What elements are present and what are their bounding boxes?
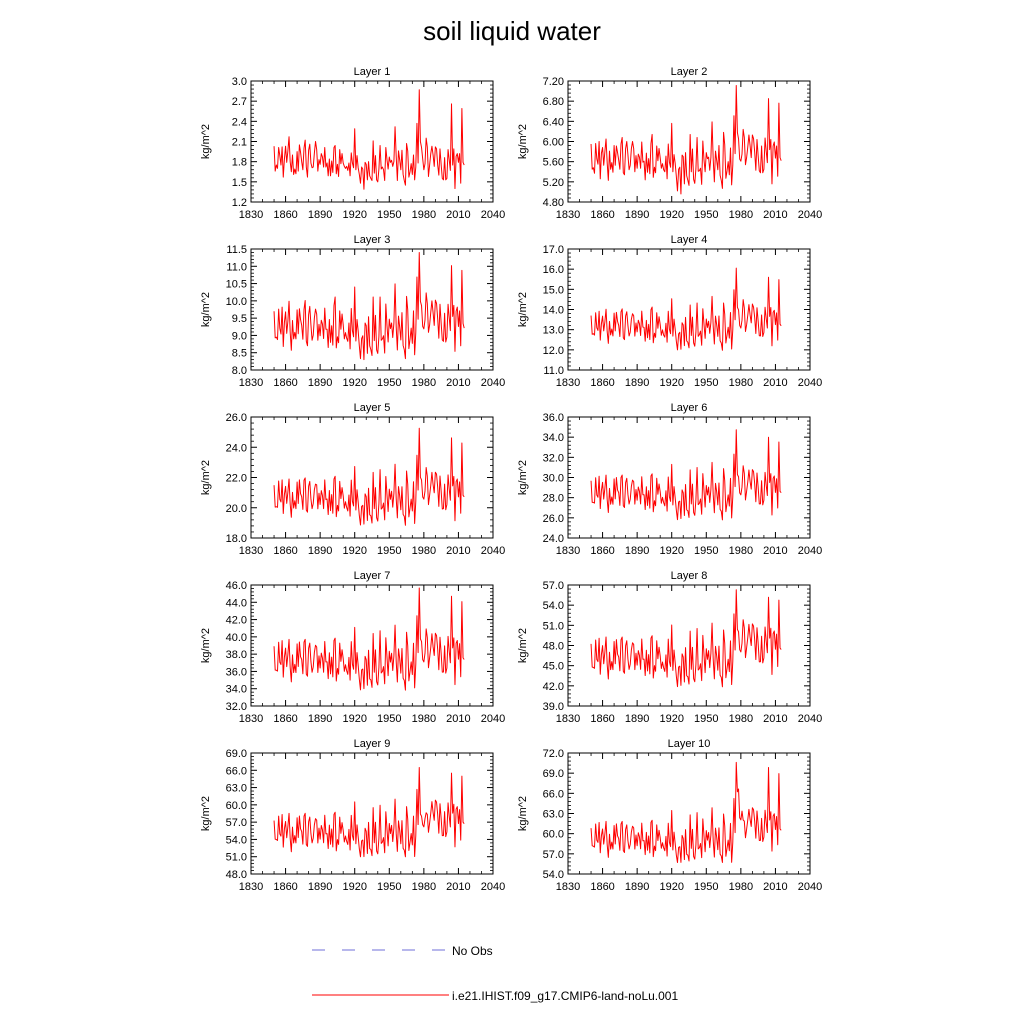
x-tick-label: 1980	[411, 545, 437, 557]
y-tick-label: 1.8	[231, 156, 247, 169]
x-tick-label: 1980	[728, 209, 754, 221]
y-tick-label: 57.0	[225, 817, 247, 830]
x-tick-label: 2010	[763, 545, 788, 557]
series-line-1	[274, 428, 464, 525]
x-tick-label: 2010	[446, 881, 471, 893]
x-tick-label: 1950	[694, 545, 719, 557]
y-tick-label: 20.0	[225, 502, 247, 515]
y-tick-label: 66.0	[225, 765, 247, 778]
y-tick-label: 2.7	[231, 96, 247, 109]
y-axis-label: kg/m^2	[517, 291, 529, 328]
y-axis-label: kg/m^2	[200, 291, 212, 328]
y-tick-label: 11.0	[543, 365, 564, 377]
x-tick-label: 1980	[411, 713, 437, 725]
y-tick-label: 5.60	[542, 156, 564, 169]
y-tick-label: 34.0	[542, 432, 564, 445]
y-tick-label: 42.0	[225, 614, 247, 627]
x-tick-label: 1830	[555, 545, 581, 557]
y-tick-label: 7.20	[542, 76, 564, 88]
legend-label-no-obs: No Obs	[452, 944, 493, 958]
x-tick-label: 2040	[797, 713, 823, 725]
panel-8	[517, 570, 822, 725]
y-tick-label: 51.0	[542, 620, 564, 633]
y-tick-label: 9.5	[231, 313, 247, 326]
series-line-1	[274, 252, 464, 359]
x-tick-label: 2040	[480, 209, 506, 221]
x-tick-label: 1890	[624, 209, 650, 221]
y-tick-label: 6.00	[542, 136, 564, 149]
panel-title: Layer 5	[353, 402, 391, 414]
x-tick-label: 1890	[624, 377, 650, 389]
x-tick-label: 1860	[590, 713, 615, 725]
y-axis-label: kg/m^2	[200, 795, 212, 832]
y-tick-label: 45.0	[542, 660, 564, 673]
x-tick-label: 1860	[273, 545, 298, 557]
y-tick-label: 15.0	[542, 284, 564, 297]
y-tick-label: 4.80	[542, 197, 564, 209]
panel-frame	[251, 81, 493, 202]
x-tick-label: 2010	[446, 713, 471, 725]
x-tick-label: 2010	[763, 713, 788, 725]
y-tick-label: 66.0	[542, 788, 564, 801]
x-tick-label: 1920	[342, 881, 367, 893]
x-tick-label: 1860	[273, 881, 298, 893]
y-axis-label: kg/m^2	[517, 627, 529, 664]
y-tick-label: 30.0	[542, 472, 564, 485]
x-tick-label: 1950	[694, 881, 719, 893]
x-tick-label: 1920	[659, 209, 684, 221]
series-line-1	[591, 86, 781, 194]
x-tick-label: 1950	[377, 545, 402, 557]
y-axis-label: kg/m^2	[200, 123, 212, 160]
x-tick-label: 2010	[763, 377, 788, 389]
y-tick-label: 22.0	[225, 472, 247, 485]
y-tick-label: 36.0	[542, 412, 564, 424]
x-tick-label: 1860	[590, 881, 615, 893]
x-tick-label: 1830	[555, 881, 581, 893]
y-tick-label: 46.0	[225, 580, 247, 592]
x-tick-label: 1890	[624, 713, 650, 725]
y-tick-label: 42.0	[542, 680, 564, 693]
panel-title: Layer 4	[670, 234, 708, 246]
x-tick-label: 1860	[590, 377, 615, 389]
x-tick-label: 2010	[446, 545, 471, 557]
panel-frame	[568, 249, 810, 370]
x-tick-label: 1890	[624, 545, 650, 557]
x-tick-label: 1950	[694, 377, 719, 389]
x-tick-label: 1980	[728, 881, 754, 893]
panels	[200, 66, 822, 893]
figure-title: soil liquid water	[423, 16, 601, 46]
panel-title: Layer 1	[353, 66, 391, 78]
y-axis-label: kg/m^2	[517, 795, 529, 832]
x-tick-label: 1920	[342, 377, 367, 389]
y-axis-label: kg/m^2	[200, 459, 212, 496]
panel-10	[517, 738, 822, 893]
y-tick-label: 34.0	[225, 683, 247, 696]
x-tick-label: 1860	[590, 545, 615, 557]
x-tick-label: 1920	[659, 881, 684, 893]
x-tick-label: 2010	[763, 209, 788, 221]
x-tick-label: 1860	[590, 209, 615, 221]
panel-6	[517, 402, 822, 557]
y-axis-label: kg/m^2	[200, 627, 212, 664]
y-tick-label: 1.2	[231, 197, 247, 209]
series-line-1	[274, 588, 464, 690]
x-tick-label: 1830	[555, 209, 581, 221]
x-tick-label: 1980	[411, 881, 437, 893]
x-tick-label: 1830	[555, 377, 581, 389]
x-tick-label: 1890	[307, 713, 333, 725]
x-tick-label: 1860	[273, 377, 298, 389]
y-tick-label: 40.0	[225, 631, 247, 644]
series-line-1	[591, 268, 781, 350]
y-tick-label: 24.0	[225, 442, 247, 455]
x-tick-label: 1950	[377, 713, 402, 725]
x-tick-label: 2040	[797, 545, 823, 557]
x-tick-label: 1860	[273, 713, 298, 725]
y-tick-label: 69.0	[225, 748, 247, 760]
x-tick-label: 1920	[659, 545, 684, 557]
y-tick-label: 54.0	[542, 869, 564, 881]
panel-2	[517, 66, 822, 221]
y-tick-label: 12.0	[542, 344, 564, 357]
panel-title: Layer 8	[670, 570, 708, 582]
panel-title: Layer 7	[353, 570, 391, 582]
x-tick-label: 1920	[342, 713, 367, 725]
x-tick-label: 2040	[797, 209, 823, 221]
panel-9	[200, 738, 505, 893]
panel-title: Layer 2	[670, 66, 708, 78]
y-axis-label: kg/m^2	[517, 123, 529, 160]
x-tick-label: 1920	[342, 209, 367, 221]
x-tick-label: 2010	[763, 881, 788, 893]
panel-3	[200, 234, 505, 389]
panel-4	[517, 234, 822, 389]
x-tick-label: 1830	[238, 713, 264, 725]
y-tick-label: 17.0	[542, 244, 564, 256]
y-tick-label: 39.0	[542, 701, 564, 713]
x-tick-label: 2040	[480, 713, 506, 725]
y-tick-label: 72.0	[542, 748, 564, 760]
x-tick-label: 1890	[307, 377, 333, 389]
legend-label-model: i.e21.IHIST.f09_g17.CMIP6-land-noLu.001	[452, 989, 679, 1003]
x-tick-label: 1830	[555, 713, 581, 725]
panel-title: Layer 3	[353, 234, 391, 246]
x-tick-label: 2040	[797, 881, 823, 893]
panel-1	[200, 66, 505, 221]
y-tick-label: 6.40	[542, 116, 564, 129]
x-tick-label: 1860	[273, 209, 298, 221]
x-tick-label: 1830	[238, 209, 264, 221]
panel-5	[200, 402, 505, 557]
y-tick-label: 57.0	[542, 848, 564, 861]
y-tick-label: 2.1	[231, 136, 247, 149]
y-tick-label: 36.0	[225, 666, 247, 679]
y-tick-label: 10.5	[225, 278, 247, 291]
panel-title: Layer 6	[670, 402, 708, 414]
panel-7	[200, 570, 505, 725]
panel-title: Layer 9	[353, 738, 391, 750]
y-axis-label: kg/m^2	[517, 459, 529, 496]
x-tick-label: 1950	[694, 209, 719, 221]
x-tick-label: 2040	[480, 377, 506, 389]
series-line-1	[591, 430, 781, 520]
y-tick-label: 60.0	[225, 799, 247, 812]
y-tick-label: 2.4	[231, 116, 247, 129]
y-tick-label: 48.0	[225, 869, 247, 881]
x-tick-label: 1890	[307, 545, 333, 557]
x-tick-label: 1890	[307, 881, 333, 893]
y-tick-label: 9.0	[231, 330, 247, 343]
legend	[312, 944, 678, 1003]
x-tick-label: 1950	[377, 881, 402, 893]
y-tick-label: 48.0	[542, 640, 564, 653]
y-tick-label: 18.0	[225, 533, 247, 545]
y-tick-label: 32.0	[225, 701, 247, 713]
y-tick-label: 69.0	[542, 768, 564, 781]
x-tick-label: 1890	[624, 881, 650, 893]
y-tick-label: 57.0	[542, 580, 564, 592]
x-tick-label: 1980	[728, 713, 754, 725]
series-line-1	[274, 767, 464, 856]
y-tick-label: 54.0	[542, 600, 564, 613]
y-tick-label: 3.0	[231, 76, 247, 88]
y-tick-label: 44.0	[225, 597, 247, 610]
x-tick-label: 1890	[307, 209, 333, 221]
y-tick-label: 54.0	[225, 834, 247, 847]
y-tick-label: 8.5	[231, 347, 247, 360]
x-tick-label: 2040	[797, 377, 823, 389]
x-tick-label: 1950	[694, 713, 719, 725]
y-tick-label: 24.0	[542, 533, 564, 545]
y-tick-label: 32.0	[542, 452, 564, 465]
x-tick-label: 2010	[446, 209, 471, 221]
panel-title: Layer 10	[667, 738, 711, 750]
y-tick-label: 63.0	[542, 808, 564, 821]
x-tick-label: 1980	[411, 377, 437, 389]
y-tick-label: 5.20	[542, 176, 564, 189]
x-tick-label: 2010	[446, 377, 471, 389]
panel-frame	[251, 585, 493, 706]
x-tick-label: 1920	[659, 377, 684, 389]
x-tick-label: 1980	[728, 377, 754, 389]
series-line-1	[591, 590, 781, 687]
y-tick-label: 26.0	[225, 412, 247, 424]
y-tick-label: 11.5	[226, 244, 247, 256]
x-tick-label: 1830	[238, 545, 264, 557]
y-tick-label: 28.0	[542, 492, 564, 505]
x-tick-label: 1920	[342, 545, 367, 557]
series-line-1	[591, 762, 781, 862]
y-tick-label: 60.0	[542, 828, 564, 841]
x-tick-label: 1950	[377, 209, 402, 221]
x-tick-label: 2040	[480, 545, 506, 557]
panel-frame	[568, 585, 810, 706]
y-tick-label: 8.0	[231, 365, 247, 377]
x-tick-label: 1950	[377, 377, 402, 389]
y-tick-label: 10.0	[225, 295, 247, 308]
x-tick-label: 1830	[238, 881, 264, 893]
x-tick-label: 1980	[728, 545, 754, 557]
y-tick-label: 51.0	[225, 851, 247, 864]
y-tick-label: 63.0	[225, 782, 247, 795]
x-tick-label: 1980	[411, 209, 437, 221]
y-tick-label: 14.0	[542, 304, 564, 317]
y-tick-label: 26.0	[542, 512, 564, 525]
y-tick-label: 38.0	[225, 649, 247, 662]
series-line-1	[274, 90, 464, 189]
y-tick-label: 6.80	[542, 96, 564, 109]
x-tick-label: 1920	[659, 713, 684, 725]
y-tick-label: 16.0	[542, 264, 564, 277]
y-tick-label: 11.0	[226, 261, 247, 274]
y-tick-label: 1.5	[231, 176, 247, 189]
x-tick-label: 1830	[238, 377, 264, 389]
x-tick-label: 2040	[480, 881, 506, 893]
y-tick-label: 13.0	[542, 324, 564, 337]
